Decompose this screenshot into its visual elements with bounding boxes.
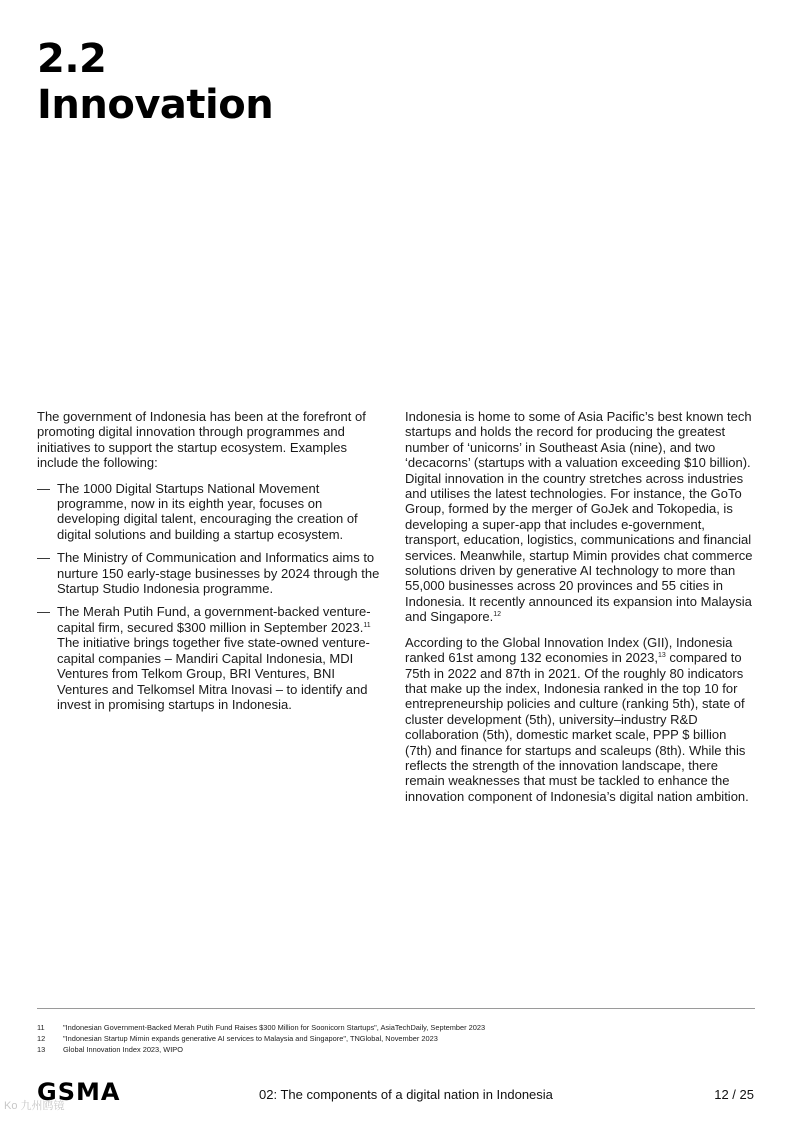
footnote: [37, 1033, 485, 1044]
footnote-ref[interactable]: 11: [363, 621, 371, 629]
page-number: 12 / 25: [714, 1087, 754, 1102]
initiatives-list: [37, 481, 382, 713]
paragraph-text: According to the Global Innovation Index (GII), Indonesia ranked 61st among 132 economies in 2023,: [405, 634, 733, 666]
footnote-ref[interactable]: 12: [493, 611, 501, 619]
footnote-number: 11: [37, 1023, 45, 1032]
footnote-number: 12: [37, 1034, 46, 1043]
gsma-logo: GSMA: [37, 1078, 121, 1106]
footnote: [37, 1044, 485, 1055]
footnote-divider: [37, 1008, 755, 1009]
footnote-text: "Indonesian Startup Mimin expands generative AI services to Malaysia and Singapore", TNGlobal, November 2023: [63, 1034, 438, 1043]
list-item-text: The Merah Putih Fund, a government-backed venture-capital firm, secured $300 million in September 2023.: [57, 604, 371, 635]
intro-paragraph: The government of Indonesia has been at the forefront of promoting digital innovation through programmes and initiatives to support the startup ecosystem. Examples include the following:: [37, 409, 366, 471]
watermark: Ko 九州鸥镜: [4, 1100, 65, 1112]
list-item: [37, 550, 382, 596]
footnote-number: 13: [37, 1045, 46, 1054]
footnote-ref[interactable]: 13: [657, 652, 666, 660]
section-number: 2.2: [37, 36, 107, 82]
gii-paragraph: [405, 635, 755, 804]
list-item: [37, 481, 382, 543]
footnotes: [37, 1022, 485, 1055]
list-item-text: The Ministry of Communication and Informatics aims to nurture 150 early-stage businesses by 2024 through the Startup Studio Indonesia programme.: [57, 550, 380, 597]
startups-paragraph: [405, 409, 755, 625]
footnote: [37, 1022, 485, 1033]
footnote-text: "Indonesian Government-Backed Merah Putih Fund Raises $300 Million for Soonicorn Startups", AsiaTechDaily, September 2023: [63, 1023, 486, 1032]
list-item-text: The initiative brings together five state-owned venture-capital companies – Mandiri Capital Indonesia, MDI Ventures from Telkom Group, BRI Ventures, BNI Ventures and Telkomsel Mitra Inovasi – to identify and invest in promising startups in Indonesia.: [57, 635, 370, 712]
paragraph-text: compared to 75th in 2022 and 87th in 2021. Of the roughly 80 indicators that make up the index, Indonesia ranked in the top 10 for entrepreneurship policies and culture (ranking 5th), state of cluster development (5th), university–industry R&D collaboration (5th), domestic market scale, PPP $ billion (7th) and finance for startups and scaleups (8th). While this reflects the strength of the innovation landscape, there remain weaknesses that must be tackled to enhance the innovation component of Indonesia’s digital nation ambition.: [405, 650, 749, 804]
dash-marker: —: [37, 550, 50, 566]
paragraph-text: Indonesia is home to some of Asia Pacific’s best known tech startups and holds the record for producing the greatest number of ‘unicorns’ in Southeast Asia (nine), and two ‘decacorns’ (startups with a valuation exceeding $10 billion). Digital innovation in the country stretches across industries and utilises the latest technologies. For instance, the GoTo Group, formed by the merger of GoJek and Tokopedia, is developing a super-app that includes e-government, transport, education, logistics, communications and financial services. Meanwhile, startup Mimin provides chat commerce solutions driven by generative AI technology to more than 55,000 businesses across 20 provinces and 55 cities in Indonesia. It recently announced its expansion into Malaysia and Singapore.: [405, 409, 753, 625]
dash-marker: —: [37, 604, 50, 620]
section-heading: [37, 36, 273, 128]
dash-marker: —: [37, 480, 50, 496]
right-column: [405, 409, 755, 814]
left-column: [37, 409, 382, 720]
footer-section-title: 02: The components of a digital nation in Indonesia: [259, 1087, 553, 1102]
footnote-text: Global Innovation Index 2023, WIPO: [63, 1045, 183, 1054]
list-item: [37, 604, 382, 712]
section-title: Innovation: [37, 82, 274, 128]
list-item-text: The 1000 Digital Startups National Movement programme, now in its eighth year, focuses on developing digital talent, encouraging the creation of digital solutions and building a startup ecosystem.: [57, 480, 358, 542]
